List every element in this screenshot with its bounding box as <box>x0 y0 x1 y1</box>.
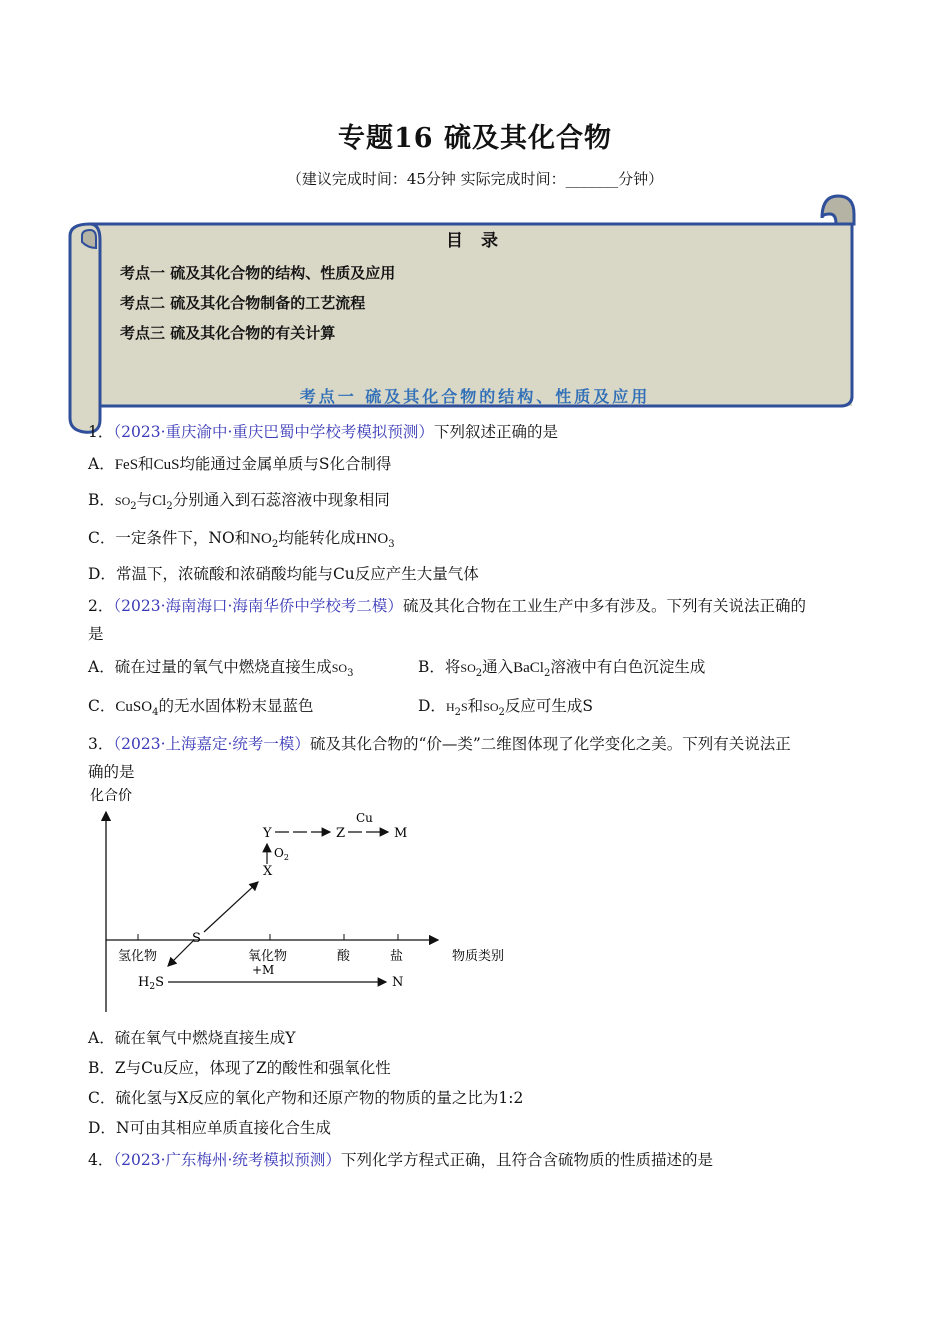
q2-option-c[interactable]: C．CuSO$_4$的无水固体粉末显蓝色 <box>88 697 314 719</box>
section-heading: 考点一 硫及其化合物的结构、性质及应用 <box>299 387 651 406</box>
node-y: Y <box>263 826 272 841</box>
q3-stem: 3．（2023·上海嘉定·统考一模）硫及其化合物的“价—类”二维图体现了化学变化之美。下列有关说法正 <box>88 735 791 753</box>
node-z: Z <box>336 826 346 841</box>
node-n: N <box>392 975 404 990</box>
q2-option-d[interactable]: D．$H_2S$和$SO_2$反应可生成S <box>418 697 594 719</box>
category-salt: 盐 <box>390 949 404 964</box>
node-x: X <box>263 864 273 879</box>
toc-title: 目 录 <box>446 231 504 251</box>
y-axis-label: 化合价 <box>90 788 132 804</box>
x-axis-label: 物质类别 <box>452 949 505 964</box>
q1-option-a[interactable]: A．FeS和CuS均能通过金属单质与S化合制得 <box>88 455 392 473</box>
page-subtitle: （建议完成时间：45分钟 实际完成时间：_______分钟） <box>286 170 664 188</box>
q3-option-b[interactable]: B．Z与Cu反应，体现了Z的酸性和强氧化性 <box>88 1059 391 1077</box>
label-plus-m: +M <box>252 963 275 977</box>
node-h2s: $H_2S$ <box>138 975 164 992</box>
q2-option-b[interactable]: B．将$SO_2$通入BaCl$_2$溶液中有白色沉淀生成 <box>418 658 706 680</box>
q3-option-a[interactable]: A．硫在氧气中燃烧直接生成Y <box>88 1029 296 1047</box>
q1-option-c[interactable]: C．一定条件下，NO和$NO_2$均能转化成$HNO_3$ <box>88 529 395 551</box>
q2-stem: 2．（2023·海南海口·海南华侨中学校考二模）硫及其化合物在工业生产中多有涉及。下列有关说法正确的 <box>88 597 806 615</box>
label-o2: $O_2$ <box>274 846 289 862</box>
page-title: 专题16 硫及其化合物 <box>338 123 612 154</box>
toc-item-2[interactable]: 考点二 硫及其化合物制备的工艺流程 <box>120 294 366 312</box>
q1-source: （2023·重庆渝中·重庆巴蜀中学校考模拟预测） <box>113 423 434 441</box>
arrow-s-to-x <box>204 882 258 932</box>
q2-option-a[interactable]: A．硫在过量的氧气中燃烧直接生成$SO_3$ <box>88 658 354 680</box>
q4-stem: 4．（2023·广东梅州·统考模拟预测）下列化学方程式正确，且符合含硫物质的性质描述的是 <box>88 1151 713 1169</box>
category-hydride: 氢化物 <box>118 949 158 964</box>
q3-option-c[interactable]: C．硫化氢与X反应的氧化产物和还原产物的物质的量之比为1:2 <box>88 1089 524 1107</box>
arrow-s-to-h2s <box>168 940 194 966</box>
q1-option-d[interactable]: D．常温下，浓硫酸和浓硝酸均能与Cu反应产生大量气体 <box>88 565 479 583</box>
label-cu: Cu <box>356 811 373 825</box>
node-m: M <box>394 826 408 841</box>
q4-source: （2023·广东梅州·统考模拟预测） <box>113 1151 341 1169</box>
valence-class-diagram <box>88 786 528 1018</box>
toc-item-3[interactable]: 考点三 硫及其化合物的有关计算 <box>120 324 336 342</box>
category-acid: 酸 <box>337 949 351 964</box>
q3-option-d[interactable]: D．N可由其相应单质直接化合生成 <box>88 1119 332 1137</box>
q2-source: （2023·海南海口·海南华侨中学校考二模） <box>113 597 403 615</box>
q1-stem: 1．（2023·重庆渝中·重庆巴蜀中学校考模拟预测）下列叙述正确的是 <box>88 423 558 441</box>
toc-item-1[interactable]: 考点一 硫及其化合物的结构、性质及应用 <box>120 264 396 282</box>
q2-stem-cont: 是 <box>88 625 104 643</box>
q1-option-b[interactable]: B．$SO_2$与$Cl_2$分别通入到石蕊溶液中现象相同 <box>88 491 390 513</box>
q3-stem-cont: 确的是 <box>88 763 135 781</box>
category-oxide: 氧化物 <box>248 949 288 964</box>
q3-source: （2023·上海嘉定·统考一模） <box>113 735 310 753</box>
node-s: S <box>192 931 201 946</box>
